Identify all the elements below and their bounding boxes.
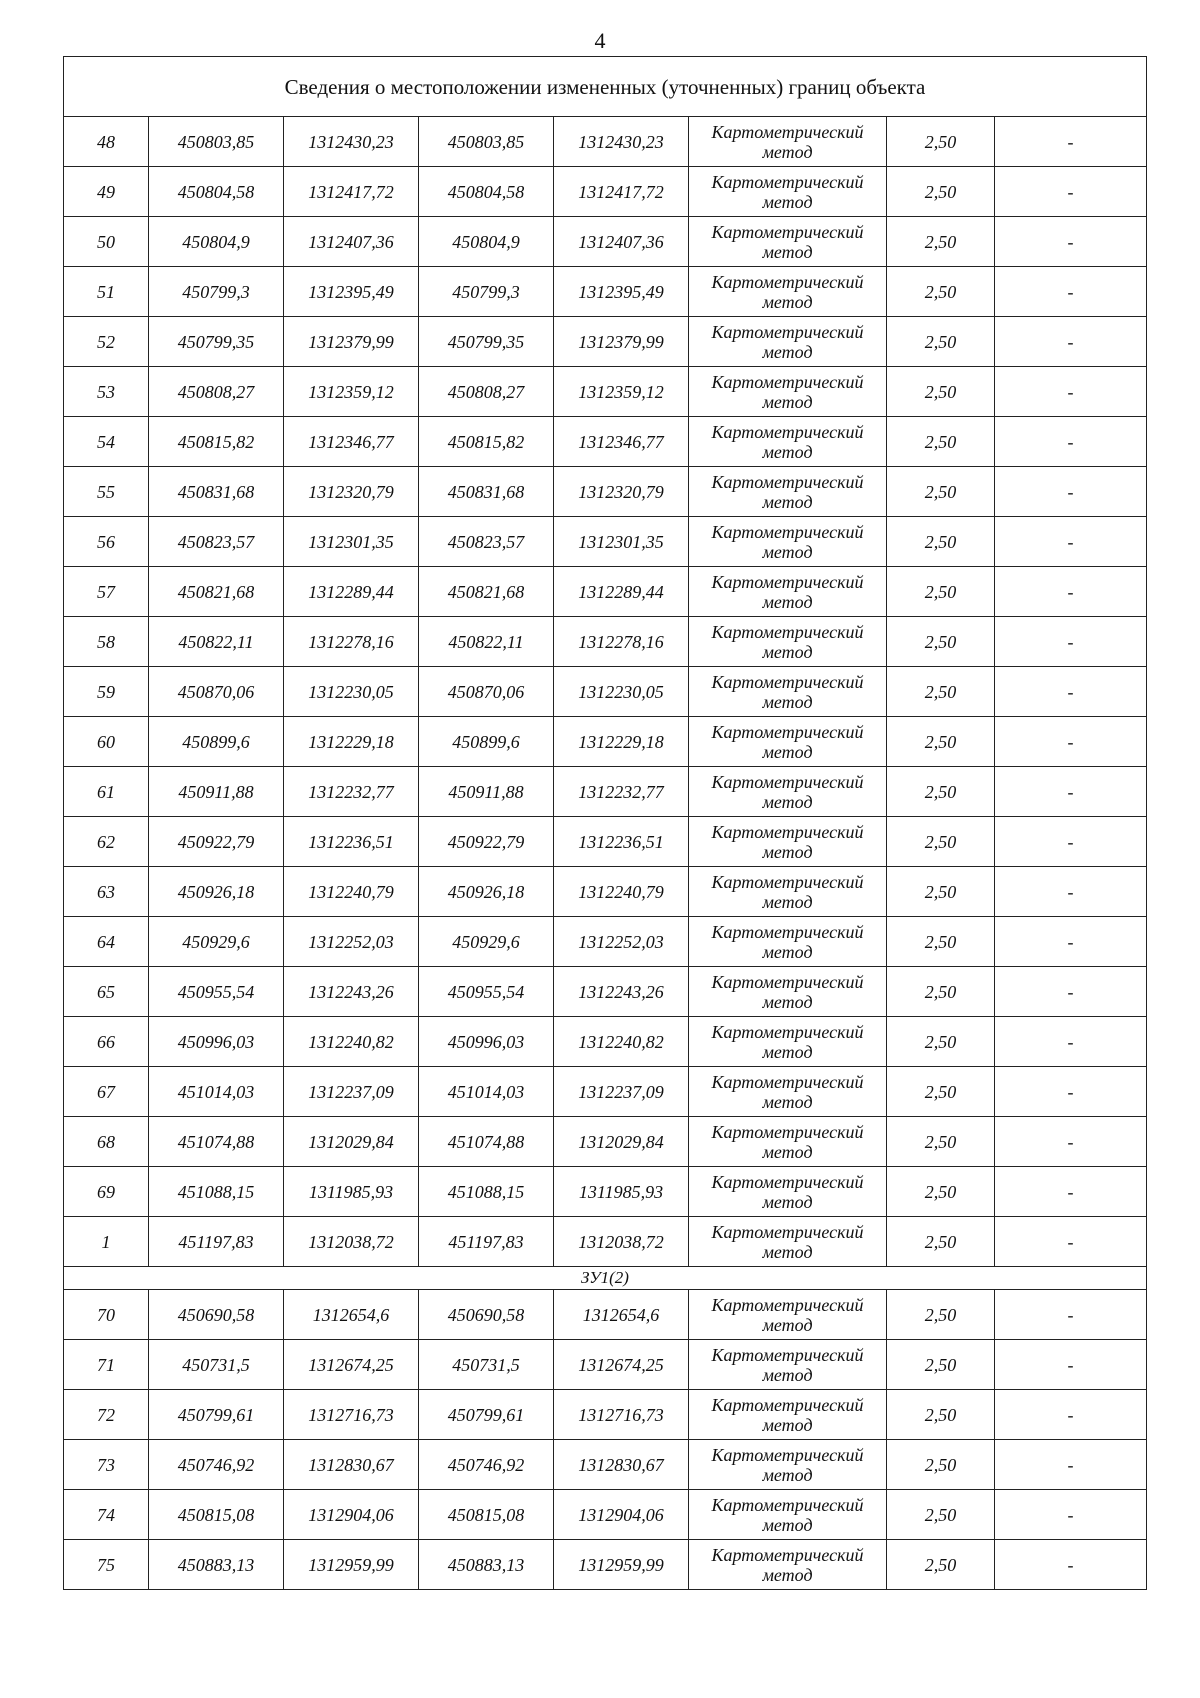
y-existing-cell: 1312904,06 <box>284 1490 419 1540</box>
method-cell: Картометрический метод <box>689 1440 887 1490</box>
y-refined-cell: 1312379,99 <box>554 317 689 367</box>
method-cell: Картометрический метод <box>689 867 887 917</box>
y-refined-cell: 1312240,82 <box>554 1017 689 1067</box>
y-refined-cell: 1312430,23 <box>554 117 689 167</box>
x-refined-cell: 450799,35 <box>419 317 554 367</box>
note-cell: - <box>995 1340 1147 1390</box>
x-refined-cell: 450899,6 <box>419 717 554 767</box>
point-number-cell: 67 <box>64 1067 149 1117</box>
y-refined-cell: 1312359,12 <box>554 367 689 417</box>
accuracy-cell: 2,50 <box>887 1017 995 1067</box>
method-cell: Картометрический метод <box>689 767 887 817</box>
note-cell: - <box>995 367 1147 417</box>
x-existing-cell: 450804,58 <box>149 167 284 217</box>
y-existing-cell: 1312395,49 <box>284 267 419 317</box>
point-number-cell: 73 <box>64 1440 149 1490</box>
y-refined-cell: 1312407,36 <box>554 217 689 267</box>
y-refined-cell: 1312320,79 <box>554 467 689 517</box>
point-number-cell: 54 <box>64 417 149 467</box>
accuracy-cell: 2,50 <box>887 617 995 667</box>
accuracy-cell: 2,50 <box>887 1117 995 1167</box>
section-label: ЗУ1(2) <box>64 1267 1147 1290</box>
x-refined-cell: 450926,18 <box>419 867 554 917</box>
x-refined-cell: 450808,27 <box>419 367 554 417</box>
y-refined-cell: 1312904,06 <box>554 1490 689 1540</box>
method-cell: Картометрический метод <box>689 1540 887 1590</box>
y-refined-cell: 1312301,35 <box>554 517 689 567</box>
table-row <box>64 1117 1147 1167</box>
point-number-cell: 56 <box>64 517 149 567</box>
point-number-cell: 65 <box>64 967 149 1017</box>
x-existing-cell: 450899,6 <box>149 717 284 767</box>
method-cell: Картометрический метод <box>689 1117 887 1167</box>
x-refined-cell: 450799,61 <box>419 1390 554 1440</box>
y-refined-cell: 1312240,79 <box>554 867 689 917</box>
accuracy-cell: 2,50 <box>887 317 995 367</box>
x-refined-cell: 450690,58 <box>419 1290 554 1340</box>
x-refined-cell: 450996,03 <box>419 1017 554 1067</box>
y-existing-cell: 1312830,67 <box>284 1440 419 1490</box>
accuracy-cell: 2,50 <box>887 217 995 267</box>
table-row <box>64 567 1147 617</box>
y-refined-cell: 1312959,99 <box>554 1540 689 1590</box>
y-refined-cell: 1312236,51 <box>554 817 689 867</box>
method-cell: Картометрический метод <box>689 817 887 867</box>
point-number-cell: 57 <box>64 567 149 617</box>
note-cell: - <box>995 1490 1147 1540</box>
y-existing-cell: 1312237,09 <box>284 1067 419 1117</box>
point-number-cell: 60 <box>64 717 149 767</box>
point-number-cell: 55 <box>64 467 149 517</box>
point-number-cell: 49 <box>64 167 149 217</box>
note-cell: - <box>995 417 1147 467</box>
x-existing-cell: 450799,61 <box>149 1390 284 1440</box>
note-cell: - <box>995 767 1147 817</box>
point-number-cell: 52 <box>64 317 149 367</box>
x-refined-cell: 450731,5 <box>419 1340 554 1390</box>
table-row <box>64 817 1147 867</box>
x-existing-cell: 450799,35 <box>149 317 284 367</box>
y-refined-cell: 1312237,09 <box>554 1067 689 1117</box>
x-refined-cell: 450929,6 <box>419 917 554 967</box>
table-row <box>64 1290 1147 1340</box>
x-existing-cell: 450996,03 <box>149 1017 284 1067</box>
accuracy-cell: 2,50 <box>887 167 995 217</box>
point-number-cell: 50 <box>64 217 149 267</box>
table-row <box>64 317 1147 367</box>
accuracy-cell: 2,50 <box>887 467 995 517</box>
note-cell: - <box>995 267 1147 317</box>
y-existing-cell: 1312232,77 <box>284 767 419 817</box>
accuracy-cell: 2,50 <box>887 1217 995 1267</box>
note-cell: - <box>995 1117 1147 1167</box>
y-existing-cell: 1312243,26 <box>284 967 419 1017</box>
boundary-coordinates-table <box>63 56 1147 1590</box>
method-cell: Картометрический метод <box>689 267 887 317</box>
method-cell: Картометрический метод <box>689 117 887 167</box>
x-existing-cell: 450870,06 <box>149 667 284 717</box>
x-existing-cell: 450815,82 <box>149 417 284 467</box>
table-title-row <box>64 57 1147 117</box>
method-cell: Картометрический метод <box>689 717 887 767</box>
note-cell: - <box>995 1017 1147 1067</box>
table-row <box>64 767 1147 817</box>
x-refined-cell: 451014,03 <box>419 1067 554 1117</box>
accuracy-cell: 2,50 <box>887 567 995 617</box>
y-existing-cell: 1312674,25 <box>284 1340 419 1390</box>
x-refined-cell: 450799,3 <box>419 267 554 317</box>
y-refined-cell: 1312029,84 <box>554 1117 689 1167</box>
x-refined-cell: 450815,82 <box>419 417 554 467</box>
y-refined-cell: 1312230,05 <box>554 667 689 717</box>
section-row <box>64 1267 1147 1290</box>
x-existing-cell: 450803,85 <box>149 117 284 167</box>
table-row <box>64 117 1147 167</box>
x-refined-cell: 450746,92 <box>419 1440 554 1490</box>
y-refined-cell: 1312232,77 <box>554 767 689 817</box>
table-row <box>64 1490 1147 1540</box>
table-body <box>64 57 1147 1590</box>
note-cell: - <box>995 1167 1147 1217</box>
point-number-cell: 1 <box>64 1217 149 1267</box>
x-existing-cell: 451088,15 <box>149 1167 284 1217</box>
note-cell: - <box>995 467 1147 517</box>
table-row <box>64 667 1147 717</box>
x-refined-cell: 450922,79 <box>419 817 554 867</box>
point-number-cell: 69 <box>64 1167 149 1217</box>
note-cell: - <box>995 1540 1147 1590</box>
x-refined-cell: 451088,15 <box>419 1167 554 1217</box>
y-existing-cell: 1312320,79 <box>284 467 419 517</box>
y-refined-cell: 1312654,6 <box>554 1290 689 1340</box>
accuracy-cell: 2,50 <box>887 667 995 717</box>
y-refined-cell: 1312346,77 <box>554 417 689 467</box>
note-cell: - <box>995 567 1147 617</box>
point-number-cell: 70 <box>64 1290 149 1340</box>
x-refined-cell: 451197,83 <box>419 1217 554 1267</box>
y-existing-cell: 1312346,77 <box>284 417 419 467</box>
y-existing-cell: 1312236,51 <box>284 817 419 867</box>
y-refined-cell: 1312243,26 <box>554 967 689 1017</box>
x-refined-cell: 450883,13 <box>419 1540 554 1590</box>
table-row <box>64 367 1147 417</box>
accuracy-cell: 2,50 <box>887 1390 995 1440</box>
table-row <box>64 1017 1147 1067</box>
point-number-cell: 61 <box>64 767 149 817</box>
x-existing-cell: 450911,88 <box>149 767 284 817</box>
y-existing-cell: 1312289,44 <box>284 567 419 617</box>
note-cell: - <box>995 117 1147 167</box>
point-number-cell: 72 <box>64 1390 149 1440</box>
method-cell: Картометрический метод <box>689 167 887 217</box>
y-refined-cell: 1312830,67 <box>554 1440 689 1490</box>
accuracy-cell: 2,50 <box>887 1440 995 1490</box>
y-existing-cell: 1312716,73 <box>284 1390 419 1440</box>
table-row <box>64 617 1147 667</box>
y-existing-cell: 1312240,79 <box>284 867 419 917</box>
point-number-cell: 66 <box>64 1017 149 1067</box>
y-existing-cell: 1312379,99 <box>284 317 419 367</box>
x-refined-cell: 450804,9 <box>419 217 554 267</box>
y-refined-cell: 1312229,18 <box>554 717 689 767</box>
point-number-cell: 64 <box>64 917 149 967</box>
accuracy-cell: 2,50 <box>887 1067 995 1117</box>
accuracy-cell: 2,50 <box>887 1340 995 1390</box>
x-refined-cell: 450823,57 <box>419 517 554 567</box>
note-cell: - <box>995 967 1147 1017</box>
note-cell: - <box>995 717 1147 767</box>
note-cell: - <box>995 317 1147 367</box>
x-existing-cell: 450831,68 <box>149 467 284 517</box>
accuracy-cell: 2,50 <box>887 1290 995 1340</box>
method-cell: Картометрический метод <box>689 317 887 367</box>
x-existing-cell: 450808,27 <box>149 367 284 417</box>
method-cell: Картометрический метод <box>689 967 887 1017</box>
point-number-cell: 48 <box>64 117 149 167</box>
note-cell: - <box>995 1390 1147 1440</box>
method-cell: Картометрический метод <box>689 1290 887 1340</box>
x-refined-cell: 450822,11 <box>419 617 554 667</box>
table-row <box>64 1067 1147 1117</box>
y-refined-cell: 1312395,49 <box>554 267 689 317</box>
point-number-cell: 75 <box>64 1540 149 1590</box>
y-existing-cell: 1311985,93 <box>284 1167 419 1217</box>
x-refined-cell: 450815,08 <box>419 1490 554 1540</box>
y-refined-cell: 1312252,03 <box>554 917 689 967</box>
x-existing-cell: 450922,79 <box>149 817 284 867</box>
x-existing-cell: 450823,57 <box>149 517 284 567</box>
method-cell: Картометрический метод <box>689 467 887 517</box>
accuracy-cell: 2,50 <box>887 767 995 817</box>
method-cell: Картометрический метод <box>689 1217 887 1267</box>
x-existing-cell: 450929,6 <box>149 917 284 967</box>
x-refined-cell: 451074,88 <box>419 1117 554 1167</box>
y-existing-cell: 1312407,36 <box>284 217 419 267</box>
note-cell: - <box>995 217 1147 267</box>
table-row <box>64 917 1147 967</box>
table-row <box>64 967 1147 1017</box>
y-existing-cell: 1312038,72 <box>284 1217 419 1267</box>
x-existing-cell: 451197,83 <box>149 1217 284 1267</box>
table-row <box>64 717 1147 767</box>
y-existing-cell: 1312359,12 <box>284 367 419 417</box>
page-number: 4 <box>594 28 606 53</box>
x-existing-cell: 450926,18 <box>149 867 284 917</box>
method-cell: Картометрический метод <box>689 1390 887 1440</box>
x-refined-cell: 450804,58 <box>419 167 554 217</box>
x-existing-cell: 450821,68 <box>149 567 284 617</box>
x-existing-cell: 450799,3 <box>149 267 284 317</box>
method-cell: Картометрический метод <box>689 217 887 267</box>
note-cell: - <box>995 667 1147 717</box>
accuracy-cell: 2,50 <box>887 917 995 967</box>
method-cell: Картометрический метод <box>689 1167 887 1217</box>
method-cell: Картометрический метод <box>689 1067 887 1117</box>
accuracy-cell: 2,50 <box>887 117 995 167</box>
accuracy-cell: 2,50 <box>887 267 995 317</box>
x-refined-cell: 450911,88 <box>419 767 554 817</box>
note-cell: - <box>995 1440 1147 1490</box>
y-existing-cell: 1312029,84 <box>284 1117 419 1167</box>
x-existing-cell: 450731,5 <box>149 1340 284 1390</box>
point-number-cell: 58 <box>64 617 149 667</box>
table-row <box>64 867 1147 917</box>
note-cell: - <box>995 617 1147 667</box>
y-existing-cell: 1312959,99 <box>284 1540 419 1590</box>
accuracy-cell: 2,50 <box>887 517 995 567</box>
x-existing-cell: 450883,13 <box>149 1540 284 1590</box>
point-number-cell: 68 <box>64 1117 149 1167</box>
y-refined-cell: 1312674,25 <box>554 1340 689 1390</box>
method-cell: Картометрический метод <box>689 617 887 667</box>
point-number-cell: 63 <box>64 867 149 917</box>
x-refined-cell: 450821,68 <box>419 567 554 617</box>
note-cell: - <box>995 1290 1147 1340</box>
method-cell: Картометрический метод <box>689 567 887 617</box>
table-title: Сведения о местоположении измененных (уточненных) границ объекта <box>64 57 1147 117</box>
accuracy-cell: 2,50 <box>887 1167 995 1217</box>
x-refined-cell: 450803,85 <box>419 117 554 167</box>
accuracy-cell: 2,50 <box>887 417 995 467</box>
accuracy-cell: 2,50 <box>887 367 995 417</box>
note-cell: - <box>995 167 1147 217</box>
x-refined-cell: 450870,06 <box>419 667 554 717</box>
x-existing-cell: 450955,54 <box>149 967 284 1017</box>
y-existing-cell: 1312230,05 <box>284 667 419 717</box>
method-cell: Картометрический метод <box>689 667 887 717</box>
y-refined-cell: 1311985,93 <box>554 1167 689 1217</box>
y-existing-cell: 1312654,6 <box>284 1290 419 1340</box>
table-row <box>64 467 1147 517</box>
point-number-cell: 53 <box>64 367 149 417</box>
x-existing-cell: 451014,03 <box>149 1067 284 1117</box>
accuracy-cell: 2,50 <box>887 1540 995 1590</box>
note-cell: - <box>995 917 1147 967</box>
table-row <box>64 1217 1147 1267</box>
y-existing-cell: 1312240,82 <box>284 1017 419 1067</box>
accuracy-cell: 2,50 <box>887 967 995 1017</box>
point-number-cell: 62 <box>64 817 149 867</box>
table-row <box>64 1440 1147 1490</box>
y-existing-cell: 1312229,18 <box>284 717 419 767</box>
table-row <box>64 1340 1147 1390</box>
x-existing-cell: 450690,58 <box>149 1290 284 1340</box>
note-cell: - <box>995 1217 1147 1267</box>
y-refined-cell: 1312289,44 <box>554 567 689 617</box>
point-number-cell: 59 <box>64 667 149 717</box>
y-refined-cell: 1312278,16 <box>554 617 689 667</box>
table-row <box>64 267 1147 317</box>
table-row <box>64 517 1147 567</box>
method-cell: Картометрический метод <box>689 367 887 417</box>
x-refined-cell: 450831,68 <box>419 467 554 517</box>
y-existing-cell: 1312252,03 <box>284 917 419 967</box>
y-existing-cell: 1312430,23 <box>284 117 419 167</box>
point-number-cell: 74 <box>64 1490 149 1540</box>
y-existing-cell: 1312278,16 <box>284 617 419 667</box>
method-cell: Картометрический метод <box>689 1340 887 1390</box>
y-refined-cell: 1312038,72 <box>554 1217 689 1267</box>
table-row <box>64 417 1147 467</box>
y-refined-cell: 1312417,72 <box>554 167 689 217</box>
method-cell: Картометрический метод <box>689 517 887 567</box>
note-cell: - <box>995 817 1147 867</box>
table-row <box>64 217 1147 267</box>
method-cell: Картометрический метод <box>689 1017 887 1067</box>
point-number-cell: 51 <box>64 267 149 317</box>
y-existing-cell: 1312417,72 <box>284 167 419 217</box>
x-refined-cell: 450955,54 <box>419 967 554 1017</box>
x-existing-cell: 451074,88 <box>149 1117 284 1167</box>
note-cell: - <box>995 867 1147 917</box>
method-cell: Картометрический метод <box>689 417 887 467</box>
method-cell: Картометрический метод <box>689 1490 887 1540</box>
accuracy-cell: 2,50 <box>887 1490 995 1540</box>
accuracy-cell: 2,50 <box>887 867 995 917</box>
accuracy-cell: 2,50 <box>887 717 995 767</box>
accuracy-cell: 2,50 <box>887 817 995 867</box>
note-cell: - <box>995 517 1147 567</box>
point-number-cell: 71 <box>64 1340 149 1390</box>
table-row <box>64 1390 1147 1440</box>
y-existing-cell: 1312301,35 <box>284 517 419 567</box>
x-existing-cell: 450804,9 <box>149 217 284 267</box>
x-existing-cell: 450822,11 <box>149 617 284 667</box>
x-existing-cell: 450815,08 <box>149 1490 284 1540</box>
y-refined-cell: 1312716,73 <box>554 1390 689 1440</box>
table-row <box>64 1540 1147 1590</box>
note-cell: - <box>995 1067 1147 1117</box>
x-existing-cell: 450746,92 <box>149 1440 284 1490</box>
method-cell: Картометрический метод <box>689 917 887 967</box>
table-row <box>64 1167 1147 1217</box>
table-row <box>64 167 1147 217</box>
